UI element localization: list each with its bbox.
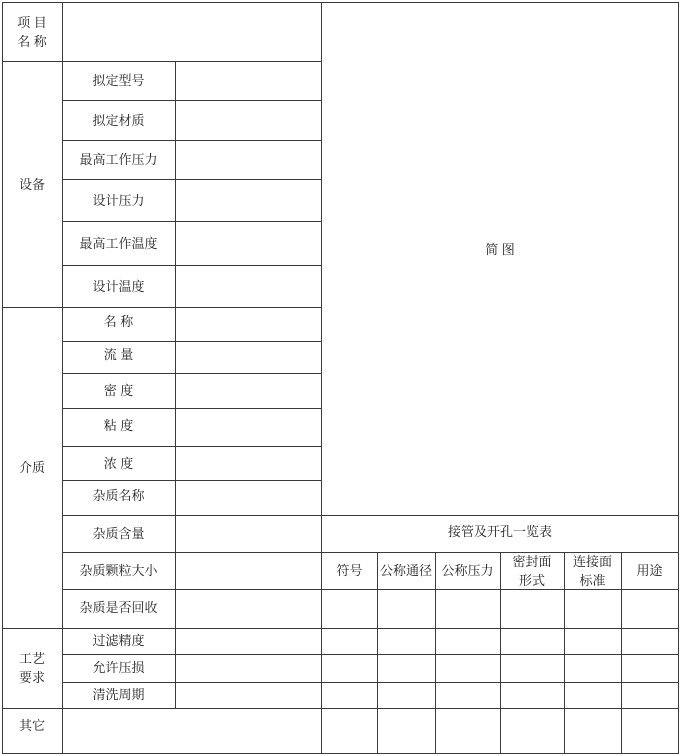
nozzle-cell[interactable] [436,590,500,628]
nozzle-cell[interactable] [323,683,377,708]
impurity-name-field[interactable] [176,481,321,515]
nozzle-cell[interactable] [323,629,377,654]
medium-name-field[interactable] [176,308,321,341]
max-working-pressure-label: 最高工作压力 [79,152,158,167]
nozzle-cell[interactable] [622,629,678,654]
allowable-pressure-loss-field[interactable] [176,655,321,682]
nozzle-cell[interactable] [436,655,500,682]
nozzle-header-purpose: 用途 [636,563,663,578]
equipment-model-field[interactable] [176,62,321,100]
process-requirements-label: 工艺 要求 [18,651,45,685]
impurity-content-label: 杂质含量 [92,526,145,541]
nozzle-cell[interactable] [323,590,377,628]
nozzle-cell[interactable] [378,590,435,628]
nozzle-cell[interactable] [622,709,678,753]
flow-rate-field[interactable] [176,342,321,373]
nozzle-cell[interactable] [501,655,564,682]
max-working-temperature-label: 最高工作温度 [79,235,158,251]
allowable-pressure-loss-label: 允许压损 [92,659,145,675]
nozzle-cell[interactable] [501,629,564,654]
medium-name-label: 名 称 [103,313,134,329]
nozzle-cell[interactable] [622,590,678,628]
nozzle-cell[interactable] [436,683,500,708]
impurity-name-label: 杂质名称 [92,487,145,503]
nozzle-cell[interactable] [501,709,564,753]
impurity-particle-size-field[interactable] [176,553,321,589]
viscosity-field[interactable] [176,409,321,446]
other-label: 其它 [18,717,45,733]
other-field[interactable] [63,709,321,753]
project-name-field[interactable] [63,3,321,61]
design-temperature-field[interactable] [176,266,321,307]
impurity-content-field[interactable] [176,516,321,552]
nozzle-cell[interactable] [378,683,435,708]
design-temperature-label: 设计温度 [92,278,145,294]
nozzle-cell[interactable] [565,655,621,682]
density-label: 密 度 [103,383,134,398]
nozzle-header-sealing-face: 密封面 形式 [512,553,552,588]
equipment-model-label: 拟定型号 [92,73,145,88]
medium-group-label: 介质 [18,460,45,475]
border-right [678,2,679,754]
cleaning-cycle-field[interactable] [176,683,321,708]
nozzle-cell[interactable] [323,655,377,682]
cleaning-cycle-label: 清洗周期 [92,686,145,702]
concentration-field[interactable] [176,447,321,480]
density-field[interactable] [176,374,321,408]
nozzle-cell[interactable] [622,683,678,708]
sketch-label: 简 图 [485,241,515,257]
project-name-label: 项 目 名 称 [17,14,47,49]
rule [321,2,322,754]
nozzle-cell[interactable] [565,709,621,753]
flow-rate-label: 流 量 [103,347,134,362]
nozzle-cell[interactable] [378,655,435,682]
nozzle-cell[interactable] [565,590,621,628]
max-working-temperature-field[interactable] [176,222,321,265]
equipment-material-field[interactable] [176,101,321,140]
design-pressure-label: 设计压力 [92,192,145,208]
design-pressure-field[interactable] [176,180,321,221]
nozzle-cell[interactable] [565,683,621,708]
nozzle-cell[interactable] [378,629,435,654]
nozzle-header-connection-standard: 连接面 标准 [572,553,612,588]
impurity-recovery-field[interactable] [176,590,321,628]
nozzle-header-nominal-diameter: 公称通径 [379,563,432,578]
nozzle-table-title: 接管及开孔一览表 [447,524,552,539]
equipment-material-label: 拟定材质 [92,112,145,128]
nozzle-cell[interactable] [436,709,500,753]
equipment-group-label: 设备 [18,176,45,192]
nozzle-cell[interactable] [501,590,564,628]
max-working-pressure-field[interactable] [176,141,321,179]
filtration-accuracy-label: 过滤精度 [92,632,145,648]
nozzle-cell[interactable] [436,629,500,654]
nozzle-cell[interactable] [378,709,435,753]
nozzle-cell[interactable] [622,655,678,682]
nozzle-cell[interactable] [501,683,564,708]
viscosity-label: 粘 度 [103,417,134,433]
filtration-accuracy-field[interactable] [176,629,321,654]
impurity-particle-size-label: 杂质颗粒大小 [79,563,158,578]
border-bottom [2,753,679,754]
nozzle-header-nominal-pressure: 公称压力 [441,563,494,578]
nozzle-cell[interactable] [565,629,621,654]
nozzle-cell[interactable] [323,709,377,753]
impurity-recovery-label: 杂质是否回收 [79,600,158,615]
nozzle-header-symbol: 符号 [336,563,363,578]
concentration-label: 浓 度 [103,455,134,471]
